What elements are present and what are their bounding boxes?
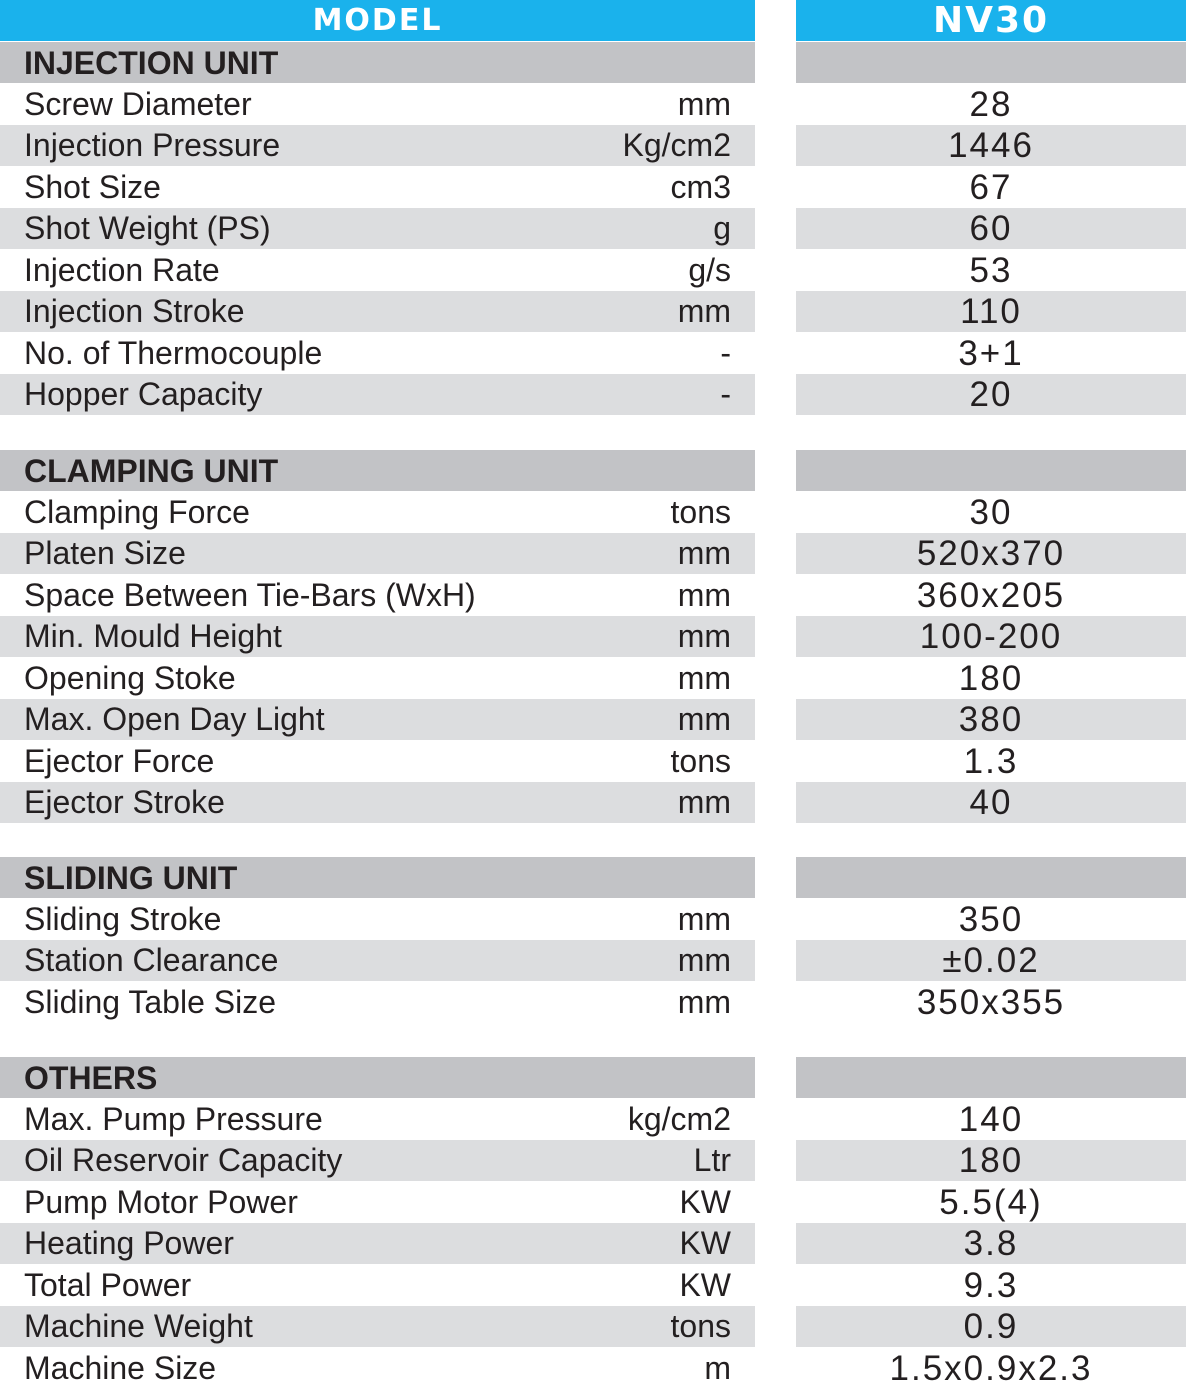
table-row (0, 1099, 1186, 1140)
param-cell (0, 208, 755, 249)
value-cell (796, 1140, 1186, 1181)
unit-label: m (704, 1349, 731, 1386)
table-row (0, 374, 1186, 415)
section-title: INJECTION UNIT (24, 45, 279, 81)
spec-value: 60 (969, 209, 1013, 248)
param-label: Injection Stroke (24, 293, 245, 329)
param-label: Min. Mould Height (24, 618, 282, 654)
spec-value: 140 (958, 1099, 1024, 1139)
param-label: No. of Thermocouple (24, 334, 323, 371)
spec-value: 180 (958, 658, 1024, 698)
param-cell (0, 84, 755, 125)
unit-label: mm (677, 701, 731, 737)
param-cell (0, 982, 755, 1023)
table-row (0, 741, 1186, 782)
value-cell (796, 1182, 1186, 1223)
param-cell (0, 699, 755, 740)
param-cell (0, 658, 755, 699)
value-cell (796, 250, 1186, 291)
unit-label: - (720, 334, 731, 371)
param-label: Heating Power (24, 1225, 234, 1261)
value-cell (796, 616, 1186, 657)
param-cell (0, 940, 755, 981)
unit-label: Kg/cm2 (622, 127, 731, 163)
param-cell (0, 1140, 755, 1181)
spec-value: 53 (969, 250, 1013, 290)
table-row (0, 940, 1186, 981)
table-row (0, 333, 1186, 374)
section-value-cell (796, 450, 1186, 491)
param-label: Oil Reservoir Capacity (24, 1142, 343, 1178)
value-cell (796, 1099, 1186, 1140)
section-header-cell (0, 42, 755, 83)
value-cell (796, 333, 1186, 374)
param-cell (0, 616, 755, 657)
param-cell (0, 492, 755, 533)
value-cell (796, 1265, 1186, 1306)
section-title: SLIDING UNIT (24, 860, 238, 896)
value-cell (796, 1306, 1186, 1347)
unit-label: kg/cm2 (627, 1100, 731, 1137)
value-cell (796, 1223, 1186, 1264)
param-cell (0, 899, 755, 940)
value-cell (796, 84, 1186, 125)
table-row (0, 1182, 1186, 1223)
param-label: Machine Size (24, 1349, 217, 1386)
table-row (0, 1348, 1186, 1389)
spec-value: 0.9 (963, 1307, 1019, 1346)
model-name-cell (796, 0, 1186, 41)
param-label: Max. Pump Pressure (24, 1100, 323, 1137)
unit-label: - (720, 376, 731, 412)
param-label: Station Clearance (24, 942, 279, 978)
param-label: Total Power (24, 1266, 192, 1303)
unit-label: tons (670, 742, 731, 779)
spec-value: 5.5(4) (939, 1182, 1043, 1222)
section-header-cell (0, 857, 755, 898)
param-label: Max. Open Day Light (24, 701, 325, 737)
table-row (0, 616, 1186, 657)
section-header-row (0, 857, 1186, 898)
value-cell (796, 492, 1186, 533)
spec-value: 67 (969, 167, 1013, 207)
section-title: OTHERS (24, 1060, 158, 1096)
unit-label: KW (679, 1225, 731, 1261)
param-label: Space Between Tie-Bars (WxH) (24, 576, 476, 613)
table-row (0, 1140, 1186, 1181)
param-label: Injection Pressure (24, 127, 281, 163)
spec-value: 360x205 (916, 575, 1066, 615)
unit-label: mm (677, 618, 731, 654)
spec-value: 28 (969, 84, 1013, 124)
table-header-row (0, 0, 1186, 41)
param-cell (0, 1099, 755, 1140)
spec-value: 3+1 (958, 333, 1024, 373)
section-header-row (0, 450, 1186, 491)
param-cell (0, 291, 755, 332)
unit-label: tons (670, 493, 731, 530)
table-row (0, 1306, 1186, 1347)
table-row (0, 575, 1186, 616)
unit-label: g (713, 210, 731, 246)
unit-label: mm (677, 659, 731, 696)
spec-value: 110 (960, 292, 1022, 331)
spec-value: 1.3 (963, 741, 1019, 781)
table-row (0, 982, 1186, 1023)
param-cell (0, 333, 755, 374)
param-label: Sliding Table Size (24, 983, 277, 1020)
spec-value: 180 (958, 1141, 1024, 1180)
table-row (0, 250, 1186, 291)
section-title: CLAMPING UNIT (24, 453, 279, 489)
value-cell (796, 658, 1186, 699)
value-cell (796, 374, 1186, 415)
table-row (0, 84, 1186, 125)
param-cell (0, 1306, 755, 1347)
unit-label: g/s (688, 251, 731, 288)
param-cell (0, 374, 755, 415)
unit-label: mm (677, 983, 731, 1020)
spec-value: 350 (958, 899, 1024, 939)
param-label: Ejector Stroke (24, 784, 225, 820)
value-cell (796, 533, 1186, 574)
unit-label: cm3 (670, 168, 731, 205)
spec-value: 40 (969, 783, 1013, 822)
value-cell (796, 782, 1186, 823)
table-row (0, 492, 1186, 533)
unit-label: mm (677, 293, 731, 329)
value-cell (796, 940, 1186, 981)
param-cell (0, 575, 755, 616)
section-header-cell (0, 1057, 755, 1098)
param-cell (0, 1182, 755, 1223)
spec-value: 20 (969, 375, 1013, 414)
section-value-cell (796, 857, 1186, 898)
value-cell (796, 575, 1186, 616)
param-cell (0, 1348, 755, 1389)
model-name: NV30 (932, 0, 1050, 41)
spec-value: 3.8 (963, 1224, 1019, 1263)
param-label: Ejector Force (24, 742, 215, 779)
table-row (0, 699, 1186, 740)
table-row (0, 782, 1186, 823)
param-label: Machine Weight (24, 1308, 253, 1344)
spec-value: 1446 (948, 126, 1034, 165)
table-row (0, 658, 1186, 699)
param-cell (0, 167, 755, 208)
table-row (0, 533, 1186, 574)
section-header-row (0, 42, 1186, 83)
unit-label: tons (670, 1308, 731, 1344)
param-label: Shot Size (24, 168, 161, 205)
param-cell (0, 1223, 755, 1264)
value-cell (796, 899, 1186, 940)
value-cell (796, 1348, 1186, 1389)
param-label: Shot Weight (PS) (24, 210, 271, 246)
value-cell (796, 699, 1186, 740)
unit-label: KW (679, 1266, 731, 1303)
value-cell (796, 741, 1186, 782)
spec-value: 380 (958, 700, 1024, 739)
model-label: MODEL (312, 3, 443, 38)
value-cell (796, 125, 1186, 166)
unit-label: mm (677, 576, 731, 613)
spec-value: 1.5x0.9x2.3 (889, 1348, 1093, 1388)
param-label: Opening Stoke (24, 659, 236, 696)
model-label-cell (0, 0, 755, 41)
value-cell (796, 291, 1186, 332)
param-cell (0, 741, 755, 782)
param-label: Hopper Capacity (24, 376, 263, 412)
table-row (0, 1223, 1186, 1264)
unit-label: mm (677, 85, 731, 122)
table-row (0, 899, 1186, 940)
value-cell (796, 208, 1186, 249)
param-label: Pump Motor Power (24, 1183, 298, 1220)
value-cell (796, 982, 1186, 1023)
unit-label: mm (677, 535, 731, 571)
param-cell (0, 250, 755, 291)
section-header-cell (0, 450, 755, 491)
unit-label: mm (677, 942, 731, 978)
spec-value: ±0.02 (942, 941, 1040, 980)
param-cell (0, 782, 755, 823)
param-label: Platen Size (24, 535, 186, 571)
param-label: Sliding Stroke (24, 900, 222, 937)
unit-label: Ltr (693, 1142, 731, 1178)
table-row (0, 1265, 1186, 1306)
table-row (0, 125, 1186, 166)
unit-label: mm (677, 784, 731, 820)
section-header-row (0, 1057, 1186, 1098)
unit-label: KW (679, 1183, 731, 1220)
param-cell (0, 125, 755, 166)
param-cell (0, 1265, 755, 1306)
unit-label: mm (677, 900, 731, 937)
table-row (0, 291, 1186, 332)
table-row (0, 167, 1186, 208)
section-value-cell (796, 42, 1186, 83)
spec-value: 520x370 (916, 534, 1066, 573)
spec-value: 100-200 (919, 617, 1063, 656)
param-label: Screw Diameter (24, 85, 252, 122)
spec-value: 350x355 (916, 982, 1066, 1022)
section-value-cell (796, 1057, 1186, 1098)
param-label: Clamping Force (24, 493, 250, 530)
spec-value: 30 (969, 492, 1013, 532)
table-row (0, 208, 1186, 249)
spec-value: 9.3 (963, 1265, 1019, 1305)
param-cell (0, 533, 755, 574)
value-cell (796, 167, 1186, 208)
param-label: Injection Rate (24, 251, 220, 288)
